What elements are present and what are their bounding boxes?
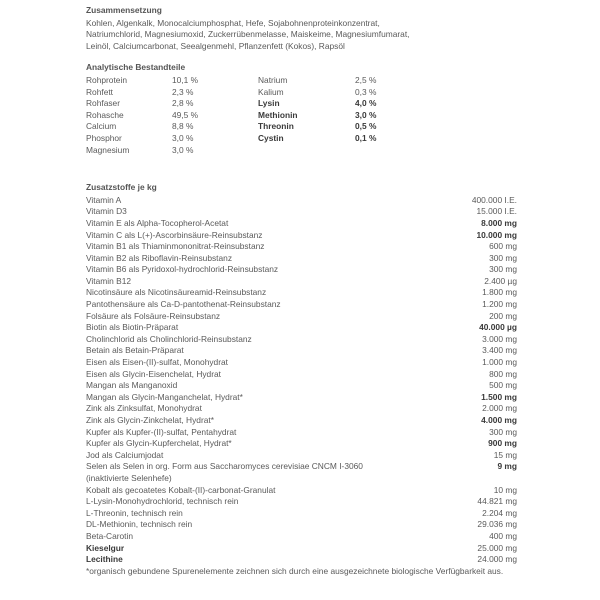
additive-value: 4.000 mg xyxy=(481,415,517,425)
additive-value: 200 mg xyxy=(489,310,517,321)
analytical-name: Calcium xyxy=(86,121,117,132)
additive-name: Kupfer als Glycin-Kupferchelat, Hydrat* xyxy=(86,438,232,449)
additive-value: 400.000 I.E. xyxy=(471,194,517,205)
analytical-row xyxy=(258,87,395,99)
additive-row xyxy=(86,392,517,404)
additive-name: Selen als Selen in org. Form aus Saccharomyces cerevisiae CNCM I-3060 (inaktivierte Selenhefe) xyxy=(86,461,363,483)
additive-row xyxy=(86,531,517,543)
additive-row xyxy=(86,253,517,265)
analytical-value: 10,1 % xyxy=(172,74,199,85)
analytical-row xyxy=(86,110,258,122)
additive-row xyxy=(86,322,517,334)
additive-name: Vitamin B6 als Pyridoxol-hydrochlorid-Reinsubstanz xyxy=(86,264,279,275)
additive-name: Vitamin B12 xyxy=(86,275,132,286)
additive-value: 2.204 mg xyxy=(482,507,517,518)
additive-row xyxy=(86,380,517,392)
additive-row xyxy=(86,264,517,276)
additive-value: 1.800 mg xyxy=(482,287,517,298)
additive-name: Jod als Calciumjodat xyxy=(86,449,164,460)
additive-value: 400 mg xyxy=(489,530,517,541)
additive-name: Eisen als Eisen-(II)-sulfat, Monohydrat xyxy=(86,357,228,368)
additives-heading: Zusatzstoffe je kg xyxy=(86,182,157,193)
additive-value: 2.400 µg xyxy=(484,275,517,286)
additive-name: L-Lysin-Monohydrochlorid, technisch rein xyxy=(86,496,239,507)
additive-name: Kupfer als Kupfer-(II)-sulfat, Pentahydrat xyxy=(86,426,237,437)
additive-row xyxy=(86,195,517,207)
analytical-row xyxy=(258,75,395,87)
additive-value: 15.000 I.E. xyxy=(476,206,517,217)
analytical-value: 3,0 % xyxy=(355,109,377,120)
additive-value: 1.000 mg xyxy=(482,357,517,368)
analytical-row xyxy=(258,121,395,133)
analytical-row xyxy=(86,145,258,157)
analytical-row xyxy=(258,133,395,145)
additive-value: 300 mg xyxy=(489,252,517,263)
additive-name: Zink als Zinksulfat, Monohydrat xyxy=(86,403,202,414)
analytical-name: Methionin xyxy=(258,109,298,120)
analytical-row xyxy=(86,87,258,99)
additive-row xyxy=(86,461,517,484)
additive-value: 1.500 mg xyxy=(481,391,517,402)
additive-row xyxy=(86,345,517,357)
additive-name: Vitamin B2 als Riboflavin-Reinsubstanz xyxy=(86,252,233,263)
additive-name: Folsäure als Folsäure-Reinsubstanz xyxy=(86,310,221,321)
additive-name: Vitamin D3 xyxy=(86,206,127,217)
additive-name: Beta-Carotin xyxy=(86,530,134,541)
additive-value: 500 mg xyxy=(489,380,517,391)
analytical-name: Cystin xyxy=(258,132,284,143)
analytical-heading: Analytische Bestandteile xyxy=(86,62,186,73)
additive-name: Kieselgur xyxy=(86,542,125,553)
additive-name: Eisen als Glycin-Eisenchelat, Hydrat xyxy=(86,368,221,379)
additives-table xyxy=(86,195,517,566)
additive-name: L-Threonin, technisch rein xyxy=(86,507,183,518)
additive-name: Pantothensäure als Ca-D-pantothenat-Reinsubstanz xyxy=(86,299,281,310)
analytical-value: 0,3 % xyxy=(355,86,377,97)
additive-value: 900 mg xyxy=(488,438,517,449)
additive-value: 3.400 mg xyxy=(482,345,517,356)
additive-value: 8.000 mg xyxy=(481,217,517,228)
additive-name: DL-Methionin, technisch rein xyxy=(86,519,193,530)
additive-value: 800 mg xyxy=(489,368,517,379)
additive-value: 10.000 mg xyxy=(476,229,517,240)
additive-row xyxy=(86,206,517,218)
analytical-name: Magnesium xyxy=(86,144,130,155)
additive-name: Vitamin A xyxy=(86,194,122,205)
additive-value: 9 mg xyxy=(497,461,517,472)
additive-row xyxy=(86,554,517,566)
additive-name: Vitamin E als Alpha-Tocopherol-Acetat xyxy=(86,217,229,228)
analytical-row xyxy=(258,98,395,110)
additive-value: 25.000 mg xyxy=(477,542,517,553)
analytical-value: 8,8 % xyxy=(172,121,194,132)
additive-row xyxy=(86,369,517,381)
additive-name: Mangan als Glycin-Manganchelat, Hydrat* xyxy=(86,391,243,402)
analytical-value: 2,3 % xyxy=(172,86,194,97)
additive-row xyxy=(86,427,517,439)
composition-heading: Zusammensetzung xyxy=(86,5,162,15)
additive-name: Nicotinsäure als Nicotinsäureamid-Reinsubstanz xyxy=(86,287,267,298)
analytical-value: 0,1 % xyxy=(355,132,377,143)
analytical-value: 4,0 % xyxy=(355,98,377,109)
additive-name: Vitamin B1 als Thiaminmononitrat-Reinsubstanz xyxy=(86,241,265,252)
analytical-row xyxy=(86,75,258,87)
analytical-left-column xyxy=(86,75,258,156)
analytical-row xyxy=(258,110,395,122)
additive-name: Mangan als Manganoxid xyxy=(86,380,178,391)
additive-row xyxy=(86,450,517,462)
analytical-table xyxy=(86,75,526,156)
additive-value: 300 mg xyxy=(489,264,517,275)
additive-row xyxy=(86,543,517,555)
additive-value: 15 mg xyxy=(493,449,517,460)
additive-value: 40.000 µg xyxy=(479,322,517,333)
additive-name: Biotin als Biotin-Präparat xyxy=(86,322,179,333)
additive-row xyxy=(86,334,517,346)
additive-name: Cholinchlorid als Cholinchlorid-Reinsubstanz xyxy=(86,333,252,344)
analytical-name: Kalium xyxy=(258,86,284,97)
analytical-row xyxy=(86,98,258,110)
analytical-value: 3,0 % xyxy=(172,144,194,155)
composition-text xyxy=(86,18,526,53)
additive-row xyxy=(86,357,517,369)
analytical-value: 2,5 % xyxy=(355,74,377,85)
analytical-name: Phosphor xyxy=(86,132,122,143)
footnote: *organisch gebundene Spurenelemente zeichnen sich durch eine ausgezeichnete biologische Verfügbarkeit aus. xyxy=(86,565,504,576)
additive-row xyxy=(86,299,517,311)
additive-row xyxy=(86,508,517,520)
additive-row xyxy=(86,276,517,288)
analytical-row xyxy=(86,133,258,145)
additive-value: 44.821 mg xyxy=(477,496,517,507)
composition-line: Leinöl, Calciumcarbonat, Seealgenmehl, Pflanzenfett (Kokos), Rapsöl xyxy=(86,40,345,51)
additive-value: 29.036 mg xyxy=(477,519,517,530)
additive-name: Zink als Glycin-Zinkchelat, Hydrat* xyxy=(86,415,214,425)
analytical-name: Lysin xyxy=(258,98,280,109)
additive-row xyxy=(86,241,517,253)
additive-row xyxy=(86,415,517,427)
additive-name: Vitamin C als L(+)-Ascorbinsäure-Reinsubstanz xyxy=(86,229,263,240)
additive-row xyxy=(86,485,517,497)
composition-line: Kohlen, Algenkalk, Monocalciumphosphat, Hefe, Sojabohnenproteinkonzentrat, xyxy=(86,17,380,28)
analytical-name: Threonin xyxy=(258,121,294,132)
additive-name: Betain als Betain-Präparat xyxy=(86,345,184,356)
analytical-value: 2,8 % xyxy=(172,98,194,109)
additive-name: Lecithine xyxy=(86,554,123,565)
additive-row xyxy=(86,218,517,230)
additive-value: 10 mg xyxy=(493,484,517,495)
additive-value: 2.000 mg xyxy=(482,403,517,414)
additive-row xyxy=(86,230,517,242)
analytical-name: Rohfaser xyxy=(86,98,120,109)
additive-row xyxy=(86,519,517,531)
analytical-name: Rohfett xyxy=(86,86,114,97)
analytical-row xyxy=(86,121,258,133)
analytical-value: 49,5 % xyxy=(172,109,199,120)
additive-name: Kobalt als gecoatetes Kobalt-(II)-carbonat-Granulat xyxy=(86,484,276,495)
additive-row xyxy=(86,287,517,299)
additive-row xyxy=(86,438,517,450)
additive-value: 300 mg xyxy=(489,426,517,437)
additive-value: 1.200 mg xyxy=(482,299,517,310)
document-page xyxy=(86,5,526,577)
analytical-name: Rohasche xyxy=(86,109,124,120)
additive-value: 3.000 mg xyxy=(482,333,517,344)
analytical-right-column xyxy=(258,75,395,156)
analytical-value: 0,5 % xyxy=(355,121,377,132)
analytical-name: Natrium xyxy=(258,74,288,85)
additive-value: 24.000 mg xyxy=(477,554,517,565)
analytical-value: 3,0 % xyxy=(172,132,194,143)
additive-row xyxy=(86,403,517,415)
analytical-name: Rohprotein xyxy=(86,74,127,85)
composition-line: Natriumchlorid, Magnesiumoxid, Zuckerrübenmelasse, Maiskeime, Magnesiumfumarat, xyxy=(86,29,410,40)
additive-row xyxy=(86,496,517,508)
additive-row xyxy=(86,311,517,323)
additive-value: 600 mg xyxy=(489,241,517,252)
